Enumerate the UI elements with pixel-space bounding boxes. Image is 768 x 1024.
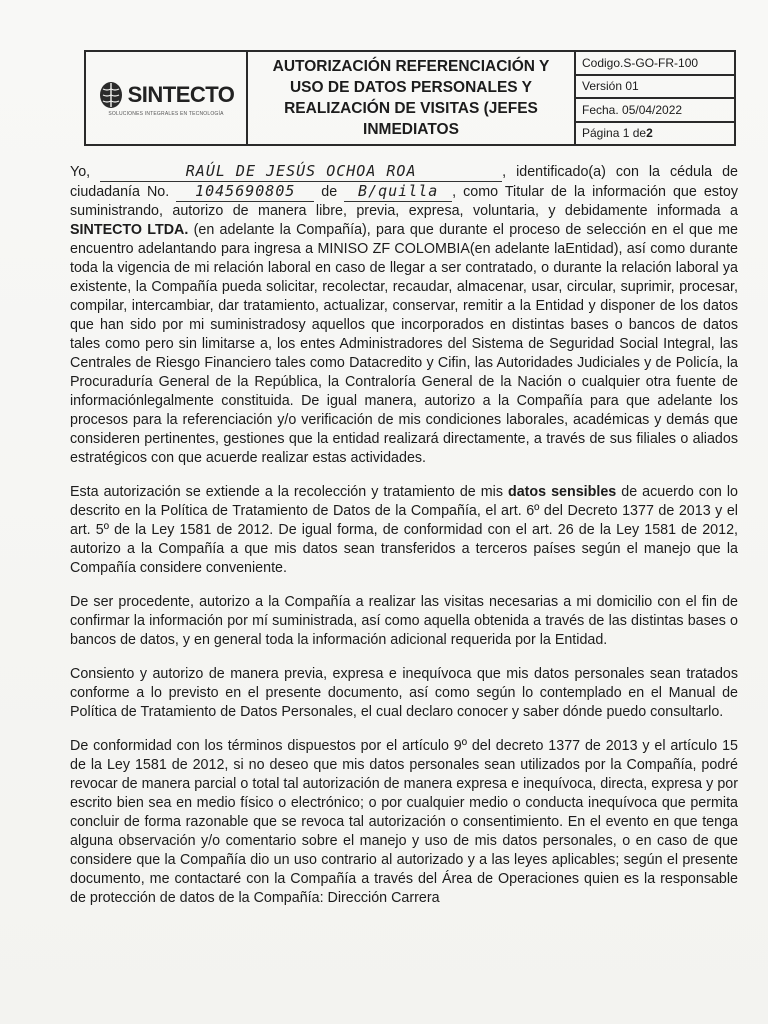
document-code: Codigo.S-GO-FR-100 <box>576 52 734 76</box>
page-number-prefix: Página 1 de <box>582 126 647 141</box>
paragraph-sensitive-data <box>70 483 738 578</box>
page-number <box>576 123 734 145</box>
paragraph-visits: De ser procedente, autorizo a la Compañía a realizar las visitas necesarias a mi domicilio con el fin de confirmar la información por mí suministrada, así como aquella obtenida a través de las distintas bases o bancos de datos, y en general toda la información adicional requerida por la Entidad. <box>70 594 738 648</box>
document-title: AUTORIZACIÓN REFERENCIACIÓN Y USO DE DATOS PERSONALES Y REALIZACIÓN DE VISITAS (JEFES INMEDIATOS <box>248 52 576 144</box>
paragraph-consent: Consiento y autorizo de manera previa, expresa e inequívoca que mis datos personales sean tratados conforme a lo previsto en el presente documento, así como según lo contemplado en el Manual de Política de Tratamiento de Datos Personales, el cual declaro conocer y saber dónde puedo consultarlo. <box>70 666 738 720</box>
text-identificado: , identificado(a) con la cédula de ciudadanía No. <box>70 164 738 200</box>
paragraph-revocation: De conformidad con los términos dispuestos por el artículo 9º del decreto 1377 de 2013 y el artículo 15 de la Ley 1581 de 2012, si no deseo que mis datos personales sean utilizados por la Compañía, podré revocar de manera parcial o total tal autorización de manera expresa e inequívoca, directa, expresa y por escrito bien sea en medio físico o electrónico; o por cualquier medio o conducta inequívoca que permita concluir de forma razonable que se revoca tal autorización o consentimiento. En el evento en que tenga alguna observación y/o comentario sobre el manejo y uso de mis datos personales, o en caso de que considere que la Compañía dio un uso contrario al autorizado y a las leyes aplicables; según el presente documento, me contactaré con la Compañía a través del Área de Operaciones quien es la responsable de protección de datos de la Compañía: Dirección Carrera <box>70 738 738 906</box>
logo-tagline: SOLUCIONES INTEGRALES EN TECNOLOGÍA <box>108 110 224 117</box>
text-authorization-body: (en adelante la Compañía), para que durante el proceso de selección en el que me encuentro adelantando para ingresa a MINISO ZF COLOMBIA(en adelante laEntidad), así como durante toda la vigencia de mi relación laboral en caso de llegar a ser contratado, o durante la relación laboral ya existente, la Compañía pueda solicitar, recolectar, recaudar, almacenar, usar, circular, suprimir, procesar, compilar, intercambiar, dar tratamiento, actualizar, conservar, remitir a la Entidad y disponer de los datos que han sido por mi suministradosy aquellos que incorporados en distintas bases o bancos de datos tales como pero sin limitarse a, los entes Administradores del Sistema de Seguridad Social Integral, las Centrales de Riesgo Financiero tales como Datacredito y Cifin, las Autoridades Judiciales y de Policía, la Procuraduría General de la República, la Contraloría General de la Nación o cualquier otra fuente de informaciónlegalmente constituida. De igual manera, autorizo a la Compañía para que adelante los procesos para la referenciación y/o verificación de mis condiciones laborales, académicas y demás que consideren pertinentes, gestiones que la entidad realizará directamente, a través de sus filiales o aliados estratégicos con que acuerde realizar estas actividades. <box>70 222 738 466</box>
logo-text: SINTECTO <box>127 81 235 107</box>
paragraph-authorization <box>70 162 738 468</box>
p2-text-b: de acuerdo con lo descrito en la Política de Tratamiento de Datos de la Compañía, el art. 6º del Decreto 1377 de 2013 y el art. 5º de la Ley 1581 de 2012. De igual forma, de conformidad con el art. 26 de la Ley 1581 de 2012, autorizo a la Compañía a que mis datos sean transferidos a terceros países según el manejo que la Compañía considere conveniente. <box>70 484 738 576</box>
document-meta <box>576 52 734 144</box>
handwritten-id-field[interactable]: 1045690805 <box>176 182 314 202</box>
company-name-bold: SINTECTO LTDA. <box>70 222 189 238</box>
text-titular: , como Titular de la información que estoy suministrando, autorizo de manera libre, previa, expresa, voluntaria, y debidamente informada a <box>70 184 739 219</box>
label-yo: Yo, <box>70 164 91 180</box>
company-logo <box>98 80 235 110</box>
handwritten-city-field[interactable]: B/quilla <box>344 182 452 202</box>
p2-text-a: Esta autorización se extiende a la recolección y tratamiento de mis <box>70 484 508 500</box>
document-body <box>70 162 738 923</box>
document-version: Versión 01 <box>576 76 734 100</box>
document-header-table <box>84 50 736 146</box>
page-total: 2 <box>646 126 653 141</box>
document-date: Fecha. 05/04/2022 <box>576 99 734 123</box>
p2-bold-sensitive: datos sensibles <box>507 484 617 500</box>
handwritten-name-field[interactable]: RAÚL DE JESÚS OCHOA ROA <box>100 162 502 182</box>
brain-logo-icon <box>98 80 124 110</box>
label-de: de <box>321 184 338 200</box>
logo-cell <box>86 52 248 144</box>
